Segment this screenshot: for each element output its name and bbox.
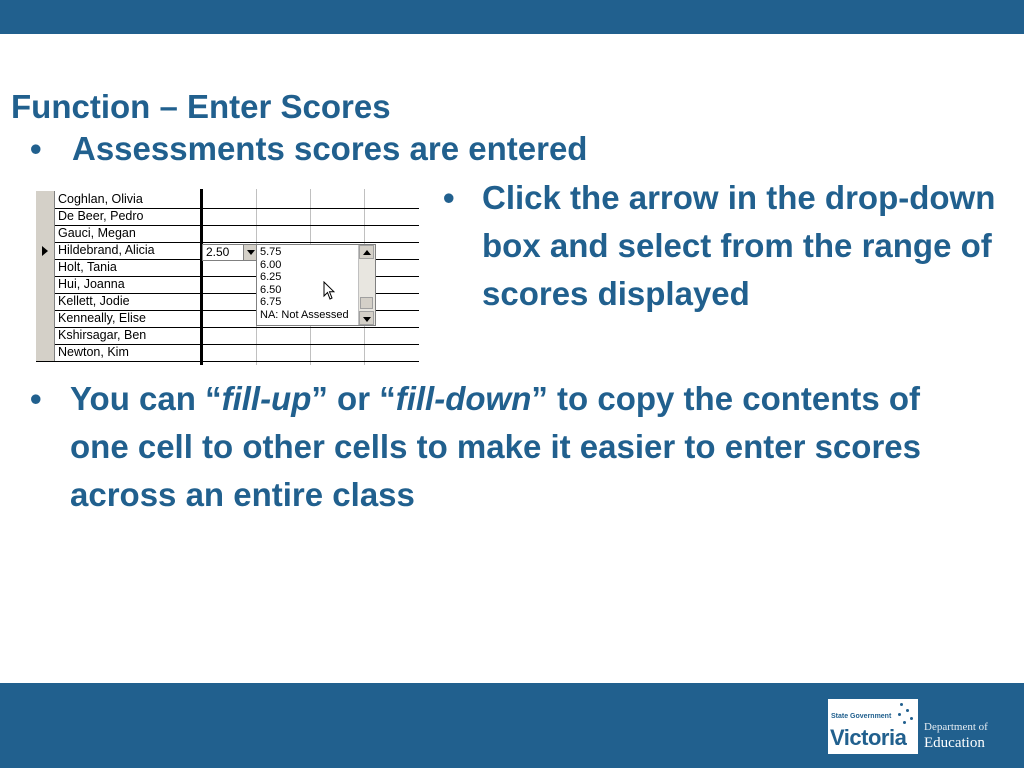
score-spreadsheet — [36, 189, 419, 365]
student-name: Kenneally, Elise — [58, 311, 147, 325]
dropdown-scrollbar[interactable] — [358, 245, 375, 325]
bullet-text — [70, 375, 950, 519]
dropdown-option[interactable]: 5.75 — [260, 246, 282, 258]
star-icon — [898, 713, 901, 716]
row-selector[interactable] — [36, 344, 55, 361]
bullet-dot: • — [30, 380, 42, 417]
combo-dropdown-arrow[interactable] — [243, 245, 257, 260]
chevron-down-icon — [247, 250, 255, 255]
student-name: Kellett, Jodie — [58, 294, 130, 308]
dropdown-option[interactable]: 6.50 — [260, 283, 282, 296]
row-selector[interactable] — [36, 259, 55, 276]
table-row[interactable] — [36, 344, 419, 362]
slide-title: Function – Enter Scores — [11, 88, 391, 125]
student-name: Gauci, Megan — [58, 226, 136, 240]
dropdown-option[interactable]: 6.75 — [260, 296, 282, 308]
student-name: Hui, Joanna — [58, 277, 125, 291]
fill-down-term: fill-down — [395, 380, 532, 417]
logo-education: Education — [924, 735, 985, 751]
student-name: De Beer, Pedro — [58, 209, 144, 223]
fill-up-term: fill-up — [221, 380, 312, 417]
dropdown-option[interactable]: NA: Not Assessed — [260, 308, 349, 321]
row-selector[interactable] — [36, 293, 55, 310]
logo-box — [828, 699, 918, 754]
row-selector[interactable] — [36, 225, 55, 242]
student-name: Kshirsagar, Ben — [58, 328, 147, 342]
row-selector[interactable] — [36, 191, 55, 208]
dropdown-option[interactable]: 6.00 — [260, 258, 282, 271]
logo-department: Department of — [924, 721, 988, 733]
bullet-dot: • — [443, 179, 455, 216]
scroll-thumb[interactable] — [360, 297, 373, 309]
score-combo-value: 2.50 — [206, 245, 230, 259]
dropdown-option[interactable]: 6.25 — [260, 271, 282, 283]
bullet-click-arrow — [443, 174, 1003, 318]
row-pointer-icon — [42, 246, 48, 256]
star-icon — [900, 703, 903, 706]
star-icon — [910, 717, 913, 720]
bullet-text: Click the arrow in the drop-down box and select from the range of scores displayed — [482, 179, 996, 312]
score-dropdown-list[interactable] — [256, 244, 376, 326]
top-banner — [0, 0, 1024, 34]
row-selector[interactable] — [36, 276, 55, 293]
row-selector[interactable] — [36, 208, 55, 225]
chevron-down-icon — [363, 317, 371, 322]
student-name: Hildebrand, Alicia — [58, 243, 155, 257]
logo-victoria: Victoria — [830, 725, 907, 750]
bullet-text: Assessments scores are entered — [72, 130, 588, 167]
logo-state-government: State Government — [831, 713, 892, 720]
row-selector[interactable] — [36, 327, 55, 344]
scroll-up-button[interactable] — [359, 245, 374, 259]
table-row[interactable] — [36, 191, 419, 209]
bullet-dot: • — [30, 130, 42, 167]
student-name: Newton, Kim — [58, 345, 129, 359]
victoria-education-logo — [828, 699, 1000, 755]
student-name: Coghlan, Olivia — [58, 192, 143, 206]
bullet-text-part: ” or “ — [311, 380, 396, 417]
student-name: Holt, Tania — [58, 260, 117, 274]
star-icon — [906, 709, 909, 712]
scroll-down-button[interactable] — [359, 311, 374, 325]
star-icon — [903, 721, 906, 724]
bullet-fill-up-down — [30, 375, 960, 519]
mouse-cursor-icon — [323, 281, 335, 301]
score-combo-box[interactable] — [202, 244, 258, 261]
table-row[interactable] — [36, 327, 419, 345]
bullet-text-part: You can “ — [70, 380, 222, 417]
table-row[interactable] — [36, 208, 419, 226]
chevron-up-icon — [363, 250, 371, 255]
table-row[interactable] — [36, 225, 419, 243]
row-selector[interactable] — [36, 242, 55, 259]
bullet-text-part: ” to copy the contents of one cell to other cells to make it easier to enter scores across an entire class — [70, 380, 921, 513]
row-selector[interactable] — [36, 310, 55, 327]
